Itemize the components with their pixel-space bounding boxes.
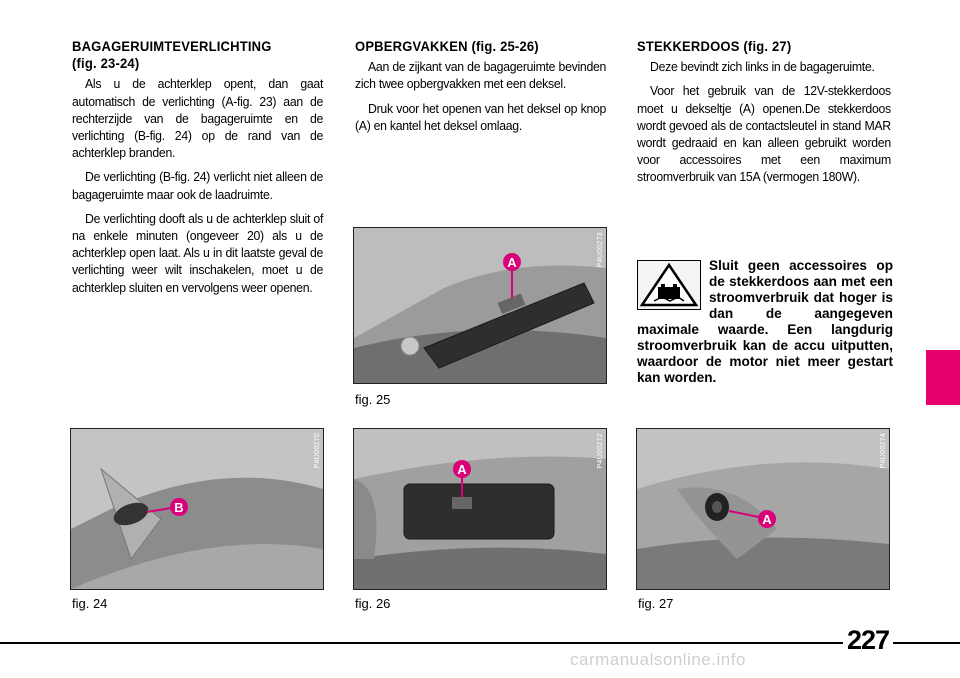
column-socket xyxy=(637,38,891,193)
figure-27-code: P4U00274 xyxy=(880,433,887,469)
socket-paragraph-1: Deze bevindt zich links in de bagageruimte. xyxy=(650,59,875,75)
lighting-paragraph-2: De verlichting (B-fig. 24) verlicht niet alleen de bagageruimte maar ook de laadruimte. xyxy=(72,169,324,202)
footer-rule xyxy=(0,642,960,644)
figure-26 xyxy=(353,428,607,590)
storage-heading: OPBERGVAKKEN (fig. 25-26) xyxy=(355,38,539,54)
storage-paragraph-1: Aan de zijkant van de bagageruimte bevinden zich twee opbergvakken met een deksel. xyxy=(355,59,607,92)
watermark: carmanualsonline.info xyxy=(570,650,746,669)
figure-27-marker: A xyxy=(762,512,772,527)
battery-warning-icon xyxy=(637,260,701,310)
figure-24-marker: B xyxy=(174,500,184,515)
figure-24-code: P4U00270 xyxy=(314,433,321,469)
figure-26-code: P4U00272 xyxy=(597,433,604,469)
column-lighting xyxy=(72,38,323,303)
figure-25-caption: fig. 25 xyxy=(355,392,391,407)
socket-paragraph-2: Voor het gebruik van de 12V-stekkerdoos moet u dekseltje (A) openen.De stekkerdoos wordt gevoed als de contactsleutel in stand MAR wordt gedraaid en kan alleen gebruikt worden voor accessoires met een maximum stroomverbruik van 15A (vermogen 180W). xyxy=(637,83,891,185)
warning-box xyxy=(637,258,893,386)
socket-heading: STEKKERDOOS (fig. 27) xyxy=(637,38,792,54)
figure-25-marker: A xyxy=(507,255,517,270)
page-number: 227 xyxy=(843,625,893,656)
figure-27 xyxy=(636,428,890,590)
lighting-paragraph-1: Als u de achterklep opent, dan gaat automatisch de verlichting (A-fig. 23) aan de rechterzijde van de bagageruimte en de verlichting (B-fig. 24) op de rand van de achterklep branden. xyxy=(72,76,324,161)
figure-26-marker: A xyxy=(457,462,467,477)
column-storage xyxy=(355,38,606,141)
warning-text: Sluit geen accessoires op de stekkerdoos aan met een stroomverbruik dat hoger is dan de aangegeven maximale waarde. Een langdurig stroomverbruik kan de accu uitputten, waardoor de motor niet meer gestart kan worden. xyxy=(637,258,893,385)
figure-25 xyxy=(353,227,607,384)
figure-24 xyxy=(70,428,324,590)
figure-26-caption: fig. 26 xyxy=(355,596,391,611)
storage-paragraph-2: Druk voor het openen van het deksel op knop (A) en kantel het deksel omlaag. xyxy=(355,100,607,133)
figure-25-code: P4U00273 xyxy=(597,232,604,268)
section-tab xyxy=(926,350,960,405)
lighting-paragraph-3: De verlichting dooft als u de achterklep sluit of na enkele minuten (ongeveer 20) als u de achterklep open laat. Als u in dit laatste geval de verlichting weer wilt inschakelen, moet u de achterklep sluiten en vervolgens weer openen. xyxy=(72,210,324,295)
figure-27-caption: fig. 27 xyxy=(638,596,674,611)
figure-24-caption: fig. 24 xyxy=(72,596,108,611)
lighting-heading: BAGAGERUIMTEVERLICHTING (fig. 23-24) xyxy=(72,38,272,72)
